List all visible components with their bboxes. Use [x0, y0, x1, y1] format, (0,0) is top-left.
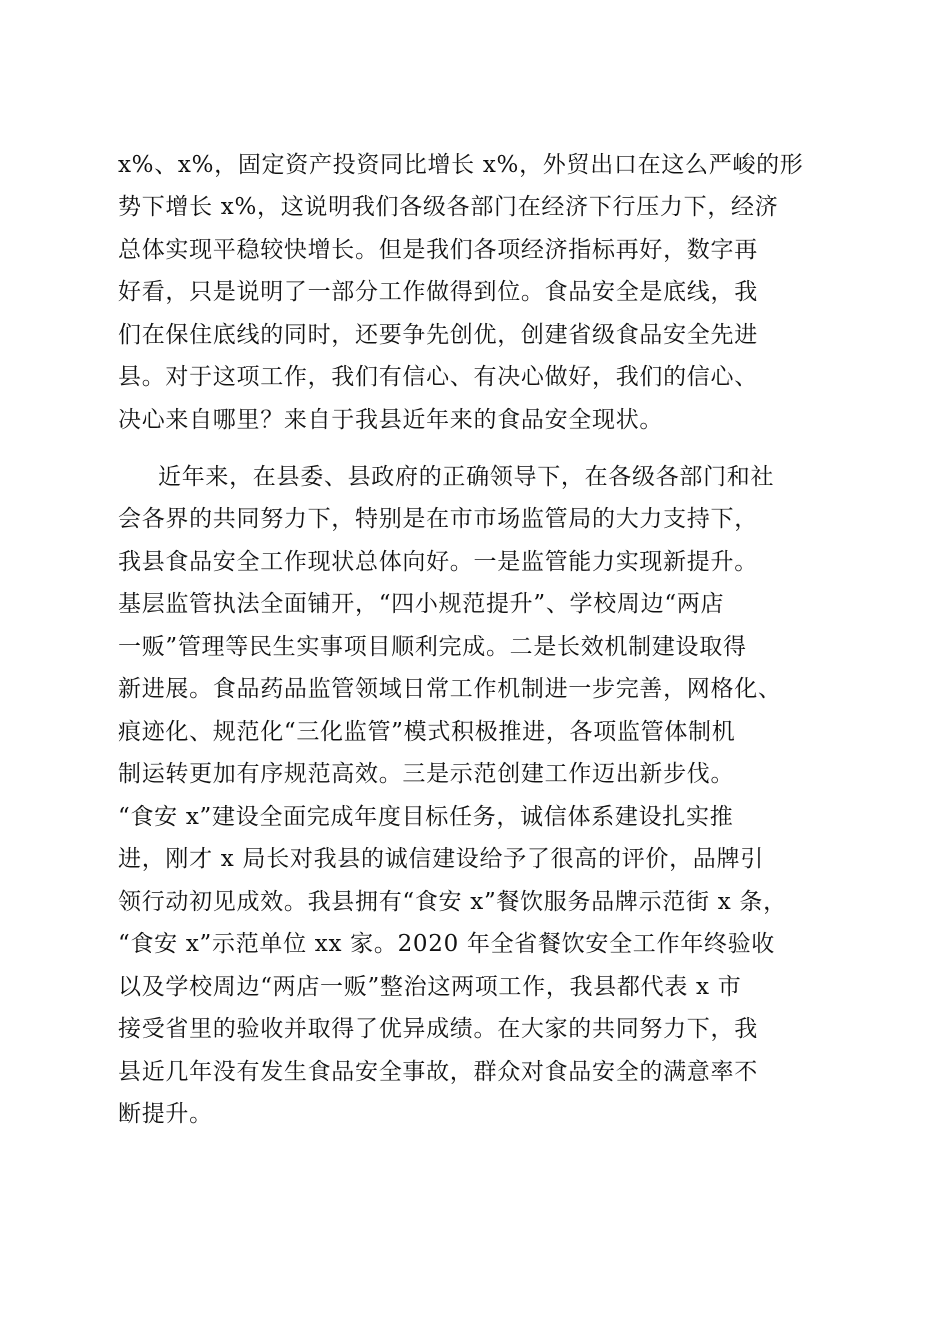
text-line: 领行动初见成效。我县拥有“食安 x”餐饮服务品牌示范街 x 条，	[118, 889, 787, 915]
text-line: “食安 x”示范单位 xx 家。2020 年全省餐饮安全工作年终验收	[118, 931, 776, 957]
text-line: 我县食品安全工作现状总体向好。一是监管能力实现新提升。	[118, 549, 758, 575]
text-line: 接受省里的验收并取得了优异成绩。在大家的共同努力下，我	[118, 1016, 758, 1042]
text-line: 县。对于这项工作，我们有信心、有决心做好，我们的信心、	[118, 364, 758, 390]
text-line: 以及学校周边“两店一贩”整治这两项工作，我县都代表 x 市	[118, 974, 742, 1000]
paragraph-first-line: 近年来，在县委、县政府的正确领导下，在各级各部门和社	[158, 464, 775, 490]
text-line: 进，刚才 x 局长对我县的诚信建设给予了很高的评价，品牌引	[118, 846, 764, 872]
text-line: x%、x%，固定资产投资同比增长 x%，外贸出口在这么严峻的形	[118, 152, 804, 178]
text-line: “食安 x”建设全面完成年度目标任务，诚信体系建设扎实推	[118, 804, 734, 830]
text-line: 总体实现平稳较快增长。但是我们各项经济指标再好，数字再	[118, 237, 758, 263]
text-line: 会各界的共同努力下，特别是在市市场监管局的大力支持下，	[118, 506, 758, 532]
text-line: 痕迹化、规范化“三化监管”模式积极推进，各项监管体制机	[118, 719, 736, 745]
text-line: 们在保住底线的同时，还要争先创优，创建省级食品安全先进	[118, 322, 758, 348]
text-line: 新进展。食品药品监管领域日常工作机制进一步完善，网格化、	[118, 676, 782, 702]
text-line: 断提升。	[118, 1101, 213, 1127]
text-line: 制运转更加有序规范高效。三是示范创建工作迈出新步伐。	[118, 761, 735, 787]
text-line: 县近几年没有发生食品安全事故，群众对食品安全的满意率不	[118, 1059, 758, 1085]
text-line: 基层监管执法全面铺开，“四小规范提升”、学校周边“两店	[118, 591, 725, 617]
text-line: 决心来自哪里？来自于我县近年来的食品安全现状。	[118, 407, 664, 433]
text-line: 势下增长 x%，这说明我们各级各部门在经济下行压力下，经济	[118, 194, 779, 220]
text-line: 一贩”管理等民生实事项目顺利完成。二是长效机制建设取得	[118, 634, 747, 660]
text-line: 好看，只是说明了一部分工作做得到位。食品安全是底线，我	[118, 279, 758, 305]
